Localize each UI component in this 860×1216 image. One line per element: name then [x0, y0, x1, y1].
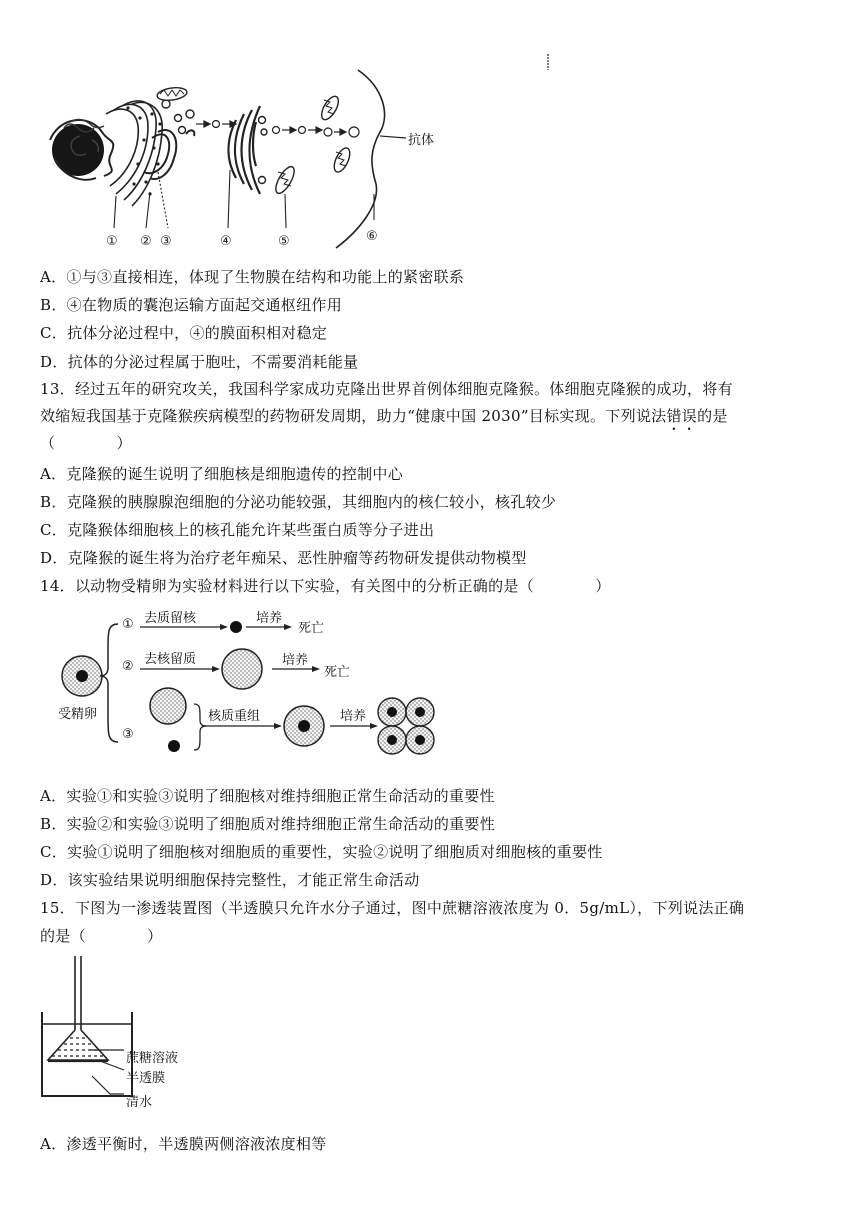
- row1-marker: ①: [122, 617, 134, 632]
- golgi-apparatus: [229, 106, 261, 194]
- egg-label: 受精卵: [58, 707, 98, 722]
- dividing-cells: [378, 698, 434, 754]
- marker-5: ⑤: [278, 234, 290, 249]
- q13-stem-line2: [40, 406, 832, 434]
- recombined-cell: [284, 706, 324, 746]
- q14-option-c: C．实验①说明了细胞核对细胞质的重要性，实验②说明了细胞质对细胞核的重要性: [40, 843, 603, 861]
- marker-2: ②: [140, 234, 152, 249]
- row1-result: 死亡: [298, 621, 325, 636]
- label-sucrose-solution: 蔗糖溶液: [126, 1051, 179, 1066]
- row3-marker: ③: [122, 727, 134, 742]
- glass-tube: [75, 956, 81, 1030]
- q13-option-c: C．克隆猴体细胞核上的核孔能允许某些蛋白质等分子进出: [40, 521, 435, 539]
- q14-stem: 14．以动物受精卵为实验材料进行以下实验，有关图中的分析正确的是（ ）: [40, 577, 611, 595]
- q13-option-a: A．克隆猴的诞生说明了细胞核是细胞遗传的控制中心: [40, 465, 404, 483]
- q14-option-b: B．实验②和实验③说明了细胞质对维持细胞正常生命活动的重要性: [40, 815, 496, 833]
- nucleus: [50, 119, 113, 179]
- marker-1: ①: [106, 234, 118, 249]
- nucleus-only: [230, 621, 242, 633]
- antibody-label: 抗体: [408, 133, 435, 148]
- brace: [100, 624, 118, 742]
- cytoplasm-only: [222, 649, 262, 689]
- q14-figure: [50, 608, 450, 768]
- row3-culture: 培养: [340, 709, 367, 724]
- q15-stem-line1: 15．下图为一渗透装置图（半透膜只允许水分子通过，图中蔗糖溶液浓度为 0．5g/mL），下列说法正确: [40, 899, 745, 917]
- q13-option-d: D．克隆猴的诞生将为治疗老年痴呆、恶性肿瘤等药物研发提供动物模型: [40, 549, 527, 567]
- q13-answer-blank: （ ）: [40, 434, 132, 452]
- q13-stem-line2-after: 的是: [697, 407, 728, 425]
- separated-cytoplasm: [150, 688, 186, 724]
- label-clear-water: 清水: [126, 1095, 153, 1110]
- row3-step: 核质重组: [208, 709, 261, 724]
- marker-3: ③: [160, 234, 172, 249]
- marker-4: ④: [220, 234, 232, 249]
- transport-vesicles-1: [162, 100, 186, 134]
- q12-option-c: C．抗体分泌过程中，④的膜面积相对稳定: [40, 324, 328, 342]
- q14-option-d: D．该实验结果说明细胞保持完整性，才能正常生命活动: [40, 871, 420, 889]
- endoplasmic-reticulum: [106, 101, 162, 206]
- q12-option-a: A．①与③直接相连，体现了生物膜在结构和功能上的紧密联系: [40, 268, 465, 286]
- row2-culture: 培养: [282, 653, 309, 668]
- label-semipermeable-membrane: 半透膜: [126, 1071, 166, 1086]
- q12-option-d: D．抗体的分泌过程属于胞吐，不需要消耗能量: [40, 353, 359, 371]
- mitochondrion-right: [331, 146, 353, 175]
- q12-option-b: B．④在物质的囊泡运输方面起交通枢纽作用: [40, 296, 343, 314]
- q15-stem-line2: 的是（ ）: [40, 927, 163, 945]
- row2-step: 去核留质: [144, 652, 197, 667]
- q13-stem-line2-before: 效缩短我国基于克隆猴疾病模型的药物研发周期，助力“健康中国 2030”目标实现。下列说法: [40, 407, 667, 425]
- separated-nucleus: [168, 740, 180, 752]
- q13-stem-line1: 13．经过五年的研究攻关，我国科学家成功克隆出世界首例体细胞克隆猴。体细胞克隆猴的成功，将有: [40, 380, 733, 398]
- marker-6: ⑥: [366, 229, 378, 244]
- mitochondrion-top: [156, 86, 187, 102]
- row2-marker: ②: [122, 659, 134, 674]
- q15-option-a: A．渗透平衡时，半透膜两侧溶液浓度相等: [40, 1135, 327, 1153]
- mitochondrion-5: [272, 164, 297, 196]
- row1-step: 去质留核: [144, 611, 197, 626]
- q15-figure: [40, 954, 240, 1124]
- q14-option-a: A．实验①和实验③说明了细胞核对维持细胞正常生命活动的重要性: [40, 787, 495, 805]
- q13-stem-emphasis: 错误: [666, 407, 698, 425]
- q13-option-b: B．克隆猴的胰腺腺泡细胞的分泌功能较强，其细胞内的核仁较小，核孔较少: [40, 493, 557, 511]
- mitochondrion-upper-right: [318, 94, 341, 123]
- fertilized-egg: [62, 656, 102, 696]
- q12-figure: [40, 44, 480, 254]
- row2-result: 死亡: [324, 665, 351, 680]
- arrows-to-membrane: [273, 127, 360, 138]
- arrows-to-golgi: [196, 121, 236, 128]
- row1-culture: 培养: [256, 611, 283, 626]
